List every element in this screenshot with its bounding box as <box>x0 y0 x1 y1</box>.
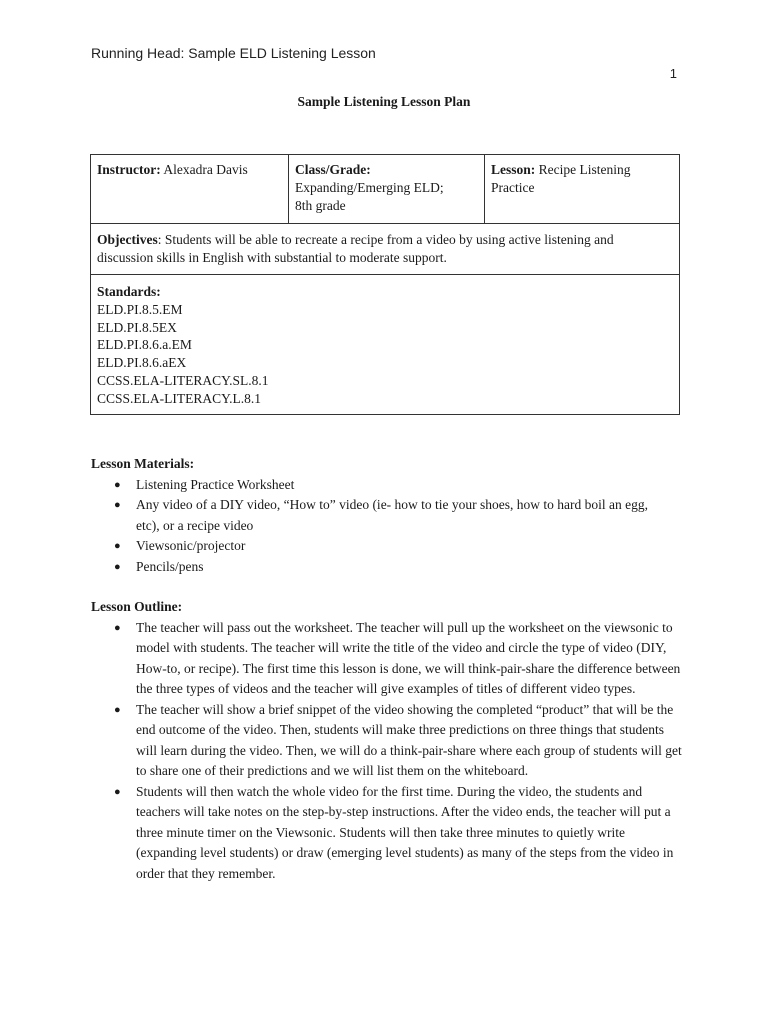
lesson-materials-section <box>91 454 671 577</box>
class-grade-value-line2: 8th grade <box>295 198 346 213</box>
objectives-label: Objectives <box>97 232 158 247</box>
bullet-icon: ● <box>114 621 121 634</box>
instructor-value: Alexadra Davis <box>163 162 248 177</box>
list-item-text: Any video of a DIY video, “How to” video (ie- how to tie your shoes, how to hard boil an egg, etc), or a recipe video <box>136 497 649 533</box>
list-item-text: Viewsonic/projector <box>136 538 246 553</box>
class-grade-label: Class/Grade: <box>295 162 371 177</box>
list-item <box>91 475 671 496</box>
objectives-text: : Students will be able to recreate a recipe from a video by using active listening and discussion skills in English with substantial to moderate support. <box>97 232 614 265</box>
bullet-icon: ● <box>114 560 121 573</box>
standard-item: CCSS.ELA-LITERACY.L.8.1 <box>97 390 262 406</box>
list-item <box>91 536 671 557</box>
lesson-materials-list <box>91 475 671 578</box>
list-item <box>91 700 686 782</box>
list-item-text: Pencils/pens <box>136 558 204 574</box>
instructor-label: Instructor: <box>97 162 161 177</box>
standard-item: ELD.PI.8.5.EM <box>97 301 183 317</box>
lesson-cell <box>485 155 680 224</box>
standards-cell <box>91 275 680 415</box>
lesson-info-table <box>90 154 680 415</box>
instructor-cell <box>91 155 289 224</box>
lesson-outline-section <box>91 597 686 884</box>
standard-item: ELD.PI.8.6.a.EM <box>97 337 192 353</box>
class-grade-cell <box>289 155 485 224</box>
standards-label: Standards: <box>97 284 161 299</box>
list-item <box>91 495 671 536</box>
bullet-icon: ● <box>114 478 121 491</box>
bullet-icon: ● <box>114 703 121 716</box>
running-head: Running Head: Sample ELD Listening Lesson <box>91 45 376 61</box>
lesson-outline-heading: Lesson Outline: <box>91 599 183 614</box>
page-number: 1 <box>669 66 677 81</box>
lesson-value: Recipe Listening Practice <box>491 162 631 195</box>
list-item-text: The teacher will pass out the worksheet. The teacher will pull up the worksheet on the viewsonic to model with students. The teacher will write the title of the video and circle the type of video (DIY, How-to, or recipe). The first time this lesson is done, we will think-pair-share the difference between the three types of videos and the teacher will give examples of titles of different video types. <box>136 619 681 696</box>
bullet-icon: ● <box>114 499 121 511</box>
lesson-materials-heading: Lesson Materials: <box>91 456 195 471</box>
standard-item: ELD.PI.8.6.aEX <box>97 355 187 371</box>
list-item <box>91 782 686 885</box>
list-item <box>91 618 686 700</box>
class-grade-value-line1: Expanding/Emerging ELD; <box>295 180 444 195</box>
objectives-cell <box>91 224 680 275</box>
list-item-text: Listening Practice Worksheet <box>136 476 295 492</box>
lesson-label: Lesson: <box>491 162 536 177</box>
list-item <box>91 557 671 578</box>
bullet-icon: ● <box>114 785 121 798</box>
list-item-text: Students will then watch the whole video for the first time. During the video, the students and teachers will take notes on the step-by-step instructions. After the video ends, the teacher will put a three minute timer on the Viewsonic. Students will then take three minutes to quietly write (expanding level students) or draw (emerging level students) as many of the steps from the video in order that they remember. <box>136 783 674 881</box>
standard-item: CCSS.ELA-LITERACY.SL.8.1 <box>97 372 269 388</box>
bullet-icon: ● <box>114 540 121 552</box>
list-item-text: The teacher will show a brief snippet of the video showing the completed “product” that will be the end outcome of the video. Then, students will make three predictions on three things that students will learn during the video. Then, we will do a think-pair-share where each group of students will get to share one of their predictions and we will list them on the whiteboard. <box>136 701 682 778</box>
standard-item: ELD.PI.8.5EX <box>97 319 177 335</box>
document-title: Sample Listening Lesson Plan <box>297 94 471 109</box>
lesson-outline-list <box>91 618 686 885</box>
